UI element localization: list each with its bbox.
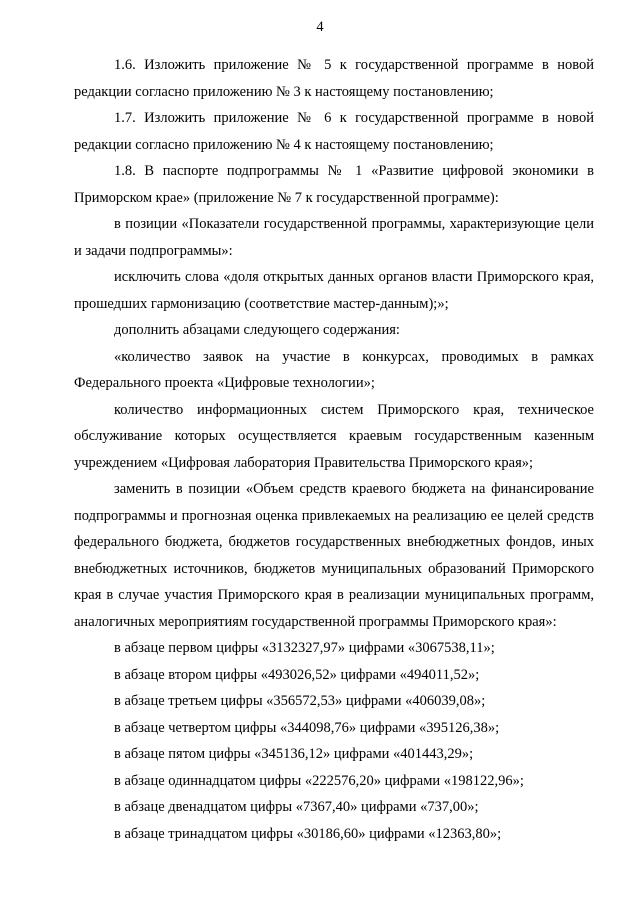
paragraph-1-8: 1.8. В паспорте подпрограммы № 1 «Развитие цифровой экономики в Приморском крае» (приложение № 7 к государственной программе): bbox=[74, 163, 594, 206]
paragraph-replacement-2: в абзаце втором цифры «493026,52» цифрами «494011,52»; bbox=[114, 666, 480, 683]
paragraph-replacement-5: в абзаце пятом цифры «345136,12» цифрами «401443,29»; bbox=[114, 746, 474, 762]
paragraph-add-paragraphs: дополнить абзацами следующего содержания: bbox=[114, 322, 400, 338]
paragraph-replacement-13: в абзаце тринадцатом цифры «30186,60» цифрами «12363,80»; bbox=[114, 825, 502, 842]
paragraph-contest-applications: «количество заявок на участие в конкурсах, проводимых в рамках Федерального проекта «Цифровые технологии»; bbox=[74, 348, 594, 391]
paragraph-indicators-position: в позиции «Показатели государственной программы, характеризующие цели и задачи подпрограммы»: bbox=[74, 216, 594, 259]
paragraph-1-7: 1.7. Изложить приложение № 6 к государственной программе в новой редакции согласно приложению № 4 к настоящему постановлению; bbox=[74, 110, 594, 153]
paragraph-replacement-11: в абзаце одиннадцатом цифры «222576,20» цифрами «198122,96»; bbox=[114, 772, 524, 789]
paragraph-replacement-12: в абзаце двенадцатом цифры «7367,40» цифрами «737,00»; bbox=[114, 799, 479, 815]
paragraph-replace-in-position: заменить в позиции «Объем средств краевого бюджета на финансирование подпрограммы и прогнозная оценка привлекаемых на реализацию ее целей средств федерального бюджета, бюджетов государственных внебюджетных фондов, иных внебюджетных источников, бюджетов муниципальных образований Приморского края в случае участия Приморского края в реализации муниципальных программ, аналогичных мероприятиям государственной программы Приморского края»: bbox=[74, 481, 594, 630]
paragraph-exclude-words: исключить слова «доля открытых данных органов власти Приморского края, прошедших гармонизацию (соответствие мастер-данным);»; bbox=[74, 269, 594, 312]
paragraph-replacement-3: в абзаце третьем цифры «356572,53» цифрами «406039,08»; bbox=[114, 693, 486, 709]
paragraph-replacement-1: в абзаце первом цифры «3132327,97» цифрами «3067538,11»; bbox=[114, 640, 495, 656]
document-body bbox=[74, 52, 594, 847]
paragraph-replacement-4: в абзаце четвертом цифры «344098,76» цифрами «395126,38»; bbox=[114, 719, 500, 736]
page-number: 4 bbox=[316, 19, 324, 35]
paragraph-information-systems: количество информационных систем Приморского края, техническое обслуживание которых осуществляется краевым государственным казенным учреждением «Цифровая лаборатория Правительства Приморского края»; bbox=[74, 401, 594, 471]
paragraph-1-6: 1.6. Изложить приложение № 5 к государственной программе в новой редакции согласно приложению № 3 к настоящему постановлению; bbox=[74, 57, 594, 100]
